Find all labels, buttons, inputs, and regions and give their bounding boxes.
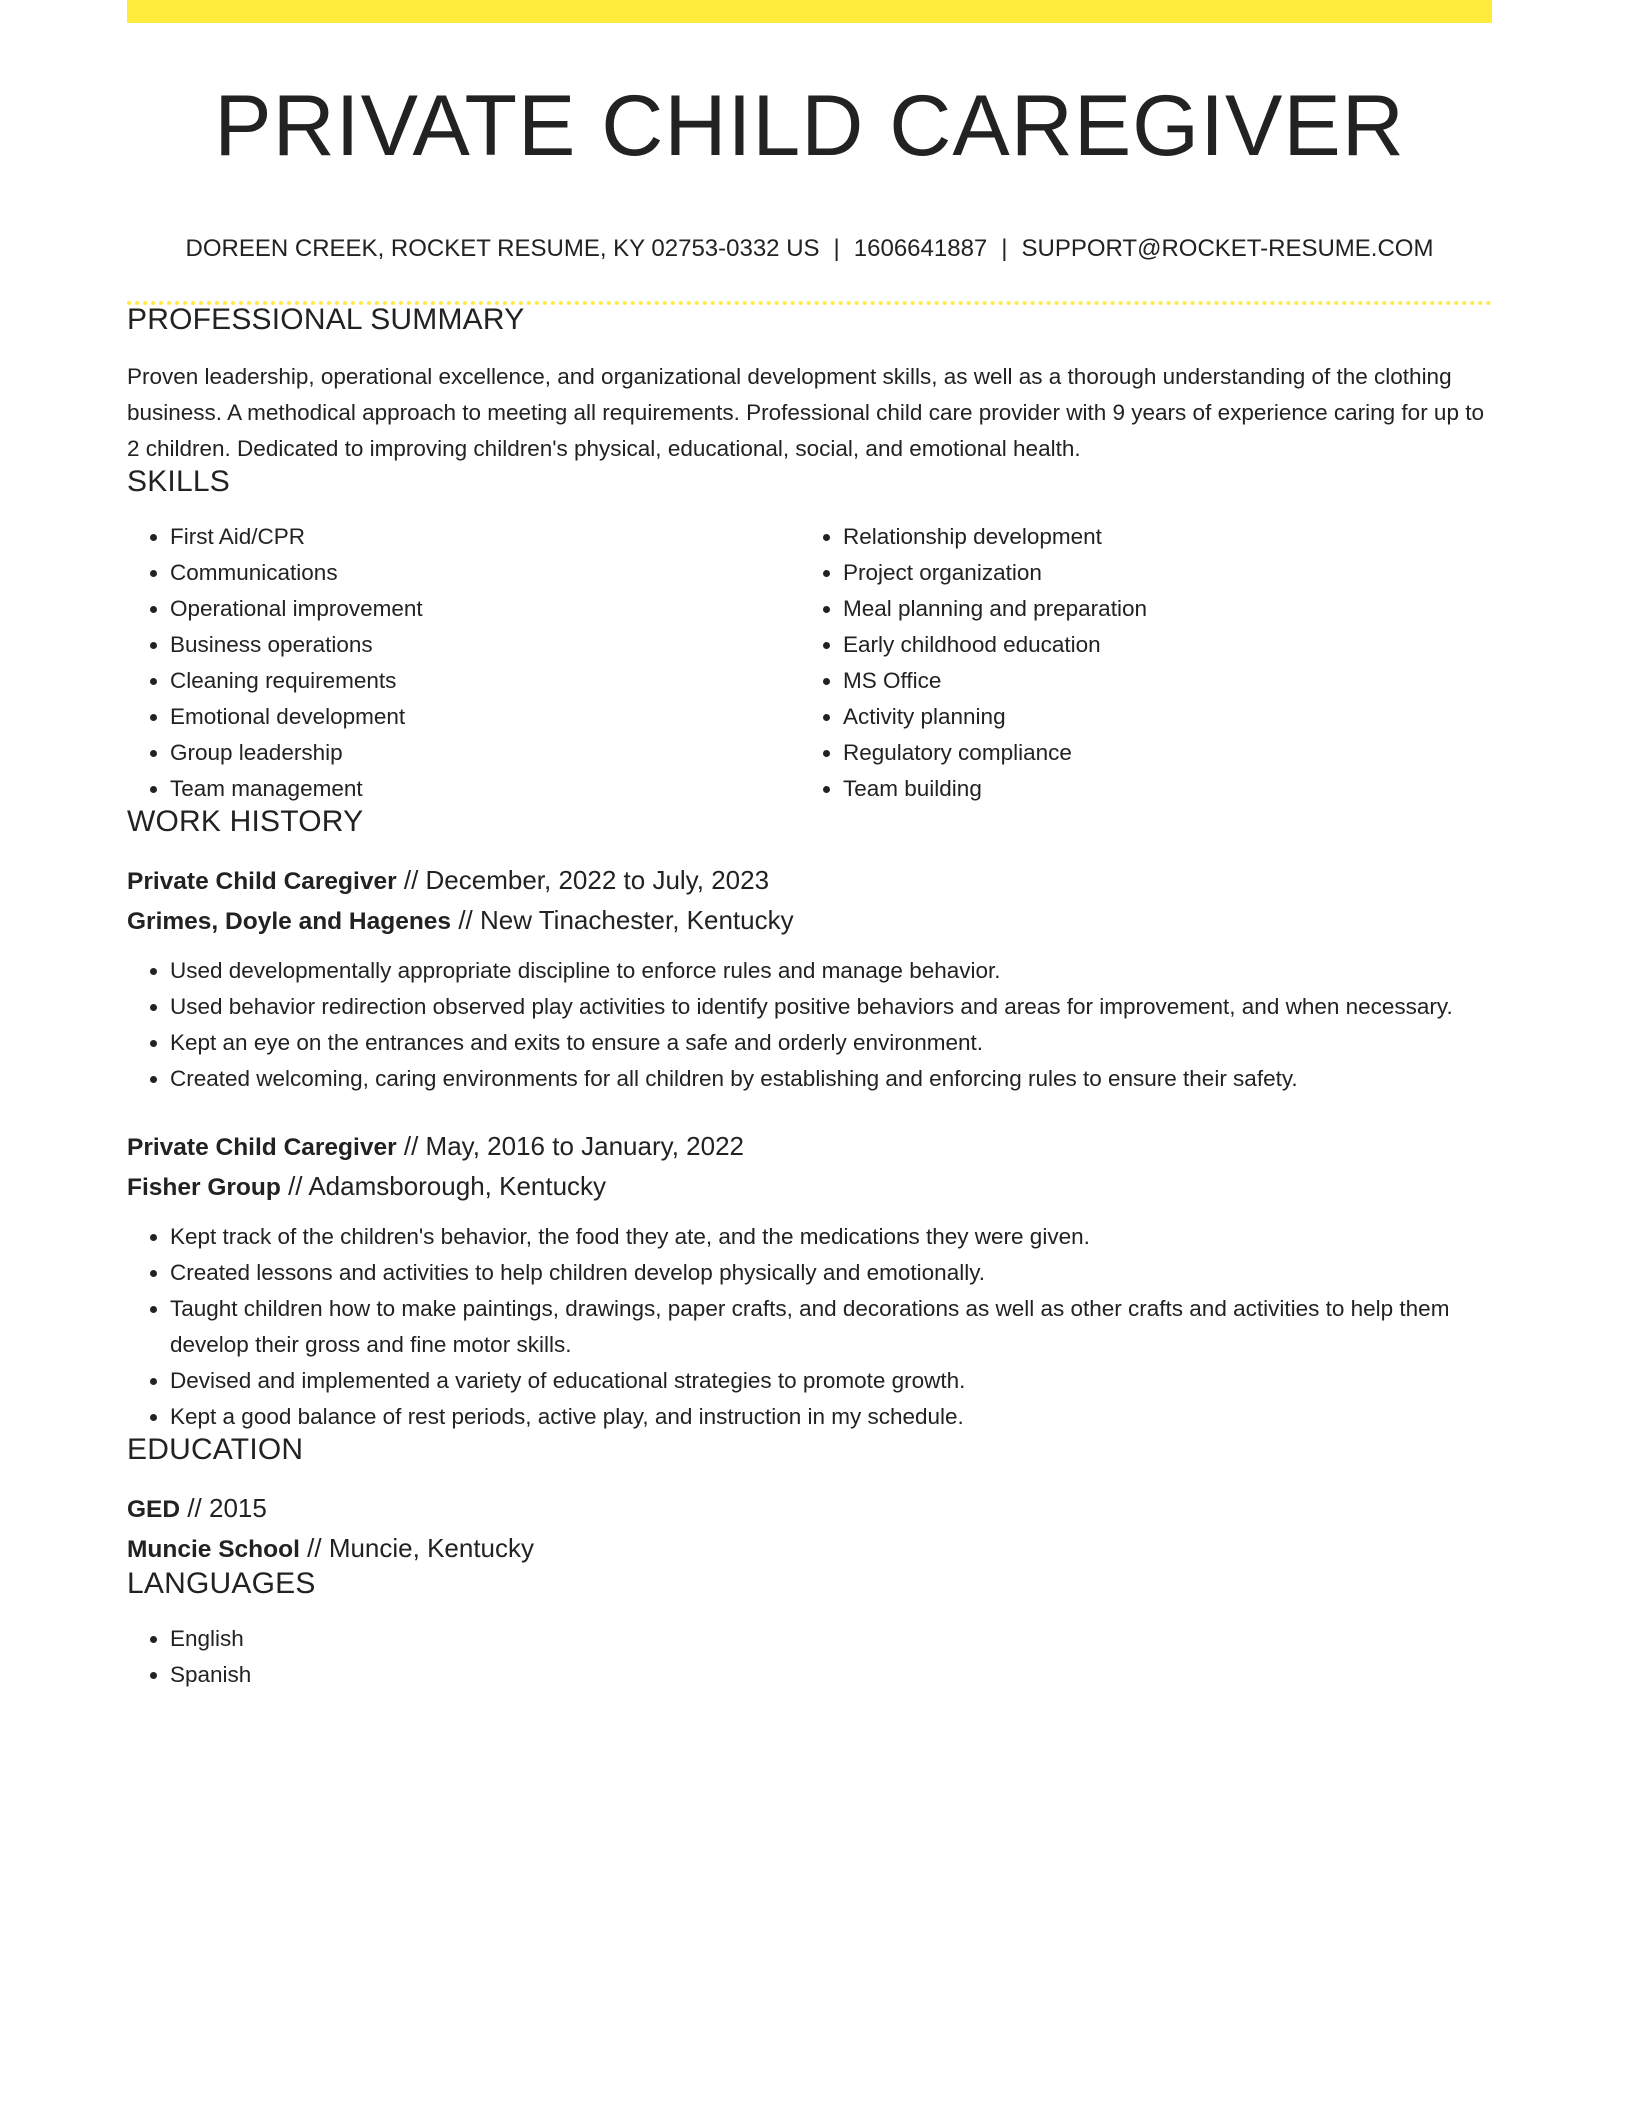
divider-slashes: // — [307, 1533, 322, 1563]
job-company: Fisher Group — [127, 1174, 281, 1201]
language-item: • Spanish — [170, 1657, 1492, 1693]
resume-page — [127, 0, 1492, 1693]
skill-item: • Project organization — [843, 555, 1473, 591]
skill-item: • First Aid/CPR — [170, 519, 800, 555]
language-item: • English — [170, 1621, 1492, 1657]
divider-slashes: // — [458, 905, 473, 935]
job-dates: December, 2022 to July, 2023 — [425, 865, 770, 895]
summary-heading: PROFESSIONAL SUMMARY — [127, 303, 525, 336]
divider-slashes: // — [187, 1493, 202, 1523]
duty-item: • Used behavior redirection observed play activities to identify positive behaviors and areas for improvement, and when necessary. — [170, 989, 1492, 1025]
duty-item: • Kept an eye on the entrances and exits to ensure a safe and orderly environment. — [170, 1025, 1492, 1061]
skills-heading: SKILLS — [127, 465, 230, 498]
duty-item: • Kept a good balance of rest periods, active play, and instruction in my schedule. — [170, 1399, 1492, 1435]
contact-line — [127, 237, 1492, 261]
education-location: Muncie, Kentucky — [328, 1533, 535, 1563]
skill-item: • Relationship development — [843, 519, 1473, 555]
duty-item: • Created lessons and activities to help children develop physically and emotionally. — [170, 1255, 1492, 1291]
job-title-line — [127, 861, 1492, 901]
job-company-line — [127, 1167, 1492, 1207]
job-duties-list — [127, 1219, 1492, 1435]
skills-list-right — [800, 519, 1473, 807]
duty-item: • Used developmentally appropriate discipline to enforce rules and manage behavior. — [170, 953, 1492, 989]
duty-item: • Kept track of the children's behavior, the food they ate, and the medications they were given. — [170, 1219, 1492, 1255]
skills-list-left — [127, 519, 800, 807]
job-title: Private Child Caregiver — [127, 1134, 397, 1161]
skill-item: • Operational improvement — [170, 591, 800, 627]
duty-item: • Taught children how to make paintings, drawings, paper crafts, and decorations as well as other crafts and activities to help them develop their gross and fine motor skills. — [170, 1291, 1492, 1363]
duty-item: • Created welcoming, caring environments for all children by establishing and enforcing rules to ensure their safety. — [170, 1061, 1492, 1097]
job-company: Grimes, Doyle and Hagenes — [127, 908, 452, 935]
skill-item: • Activity planning — [843, 699, 1473, 735]
skill-item: • Cleaning requirements — [170, 663, 800, 699]
duty-item: • Devised and implemented a variety of educational strategies to promote growth. — [170, 1363, 1492, 1399]
skill-item: • Business operations — [170, 627, 800, 663]
job-duties-list — [127, 953, 1492, 1097]
skills-grid — [127, 519, 1492, 807]
skill-item: • Emotional development — [170, 699, 800, 735]
education-year: 2015 — [209, 1493, 267, 1523]
skill-item: • Communications — [170, 555, 800, 591]
job-location: New Tinachester, Kentucky — [480, 905, 794, 935]
skill-item: • Early childhood education — [843, 627, 1473, 663]
languages-heading: LANGUAGES — [127, 1567, 316, 1600]
divider-slashes: // — [403, 1131, 419, 1161]
contact-address: DOREEN CREEK, ROCKET RESUME, KY 02753-0332 US — [185, 235, 820, 262]
skill-item: • Team building — [843, 771, 1473, 807]
job-title-line — [127, 1127, 1492, 1167]
contact-separator: | — [1001, 235, 1008, 262]
work-history-heading: WORK HISTORY — [127, 805, 364, 838]
contact-separator: | — [833, 235, 840, 262]
education-degree: GED — [127, 1496, 181, 1523]
skill-item: • Meal planning and preparation — [843, 591, 1473, 627]
education-school-line — [127, 1529, 1492, 1569]
summary-text: Proven leadership, operational excellence, and organizational development skills, as well as a thorough understanding of the clothing business. A methodical approach to meeting all requirements. Professional child care provider with 9 years of experience caring for up to 2 children. Dedicated to improving children's physical, educational, social, and emotional health. — [127, 364, 1484, 461]
job-location: Adamsborough, Kentucky — [308, 1171, 607, 1201]
job-company-line — [127, 901, 1492, 941]
job-title: Private Child Caregiver — [127, 868, 397, 895]
resume-title: PRIVATE CHILD CAREGIVER — [214, 78, 1405, 174]
contact-email: SUPPORT@ROCKET-RESUME.COM — [1021, 235, 1434, 262]
accent-top-bar — [127, 0, 1492, 23]
education-heading: EDUCATION — [127, 1433, 304, 1466]
education-degree-line — [127, 1489, 1492, 1529]
languages-list — [127, 1621, 1492, 1693]
education-school: Muncie School — [127, 1536, 300, 1563]
skill-item: • Regulatory compliance — [843, 735, 1473, 771]
divider-slashes: // — [403, 865, 419, 895]
skill-item: • MS Office — [843, 663, 1473, 699]
skill-item: • Team management — [170, 771, 800, 807]
divider-slashes: // — [288, 1171, 303, 1201]
job-dates: May, 2016 to January, 2022 — [425, 1131, 744, 1161]
contact-phone: 1606641887 — [853, 235, 988, 262]
skill-item: • Group leadership — [170, 735, 800, 771]
